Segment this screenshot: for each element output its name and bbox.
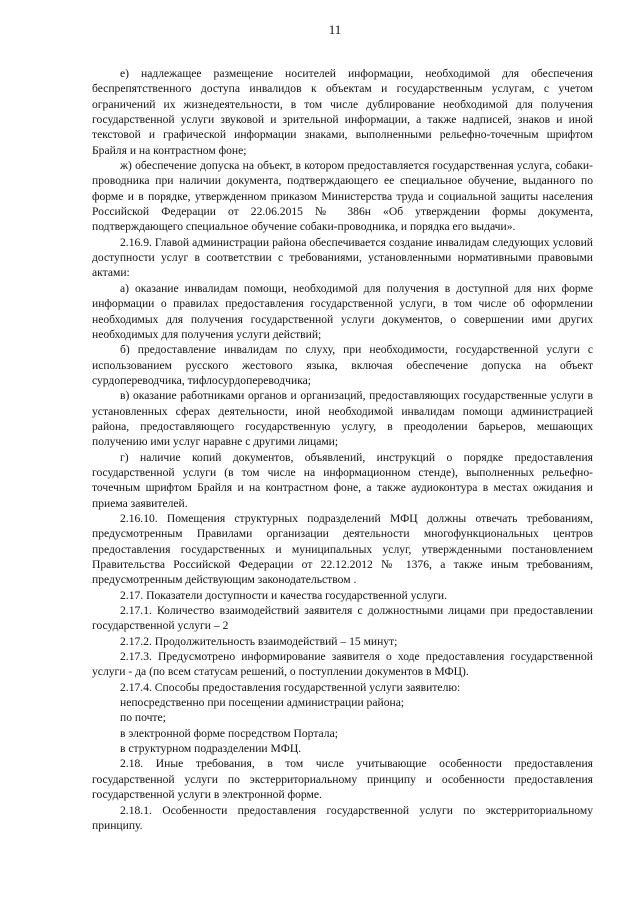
paragraph-g-braille-copies: г) наличие копий документов, объявлений, инструкций о порядке предоставления государственной услуги (в том числе на информационном стенде), выполненных рельефно-точечным шрифтом Брайля и на контрастном фоне, а также аудиоконтура в местах ожидания и приема заявителей. <box>92 450 593 510</box>
paragraph-v-staff-help: в) оказание работниками органов и организаций, предоставляющих государственные услуги в установленных сферах деятельности, иной необходимой инвалидам помощи администрацией района, предоставляющего государственную услугу, в преодолении барьеров, мешающих получению ими услуг наравне с другими лицами; <box>92 389 593 449</box>
document-body <box>92 66 593 833</box>
paragraph-2-18: 2.18. Иные требования, в том числе учитывающие особенности предоставления государственной услуги по экстерриториальному принципу и особенности предоставления государственной услуги в электронной форме. <box>92 757 593 802</box>
paragraph-2-17-2: 2.17.2. Продолжительность взаимодействий – 15 минут; <box>120 634 398 648</box>
paragraph-2-17: 2.17. Показатели доступности и качества государственной услуги. <box>120 588 448 602</box>
paragraph-2-17-1: 2.17.1. Количество взаимодействий заявителя с должностными лицами при предоставлении государственной услуги – 2 <box>92 604 593 633</box>
paragraph-2-18-1: 2.18.1. Особенности предоставления государственной услуги по экстерриториальному принципу. <box>92 803 593 832</box>
paragraph-b-sign-language: б) предоставление инвалидам по слуху, при необходимости, государственной услуги с использованием русского жестового языка, включая обеспечение допуска на объект сурдопереводчика, тифлосурдопереводчика; <box>92 343 593 387</box>
list-item-portal: в электронной форме посредством Портала; <box>120 726 338 740</box>
paragraph-zh-guide-dog-access: ж) обеспечение допуска на объект, в котором предоставляется государственная услуга, собаки-проводника при наличии документа, подтверждающего ее специальное обучение, выданного по форме и в порядке, утвержденном приказом Министерства труда и социальной защиты населения Российской Федерации от 22.06.2015 № 386н «Об утверждении формы документа, подтверждающего специальное обучение собаки-проводника, и порядка его выдачи». <box>92 159 593 234</box>
paragraph-2-17-3: 2.17.3. Предусмотрено информирование заявителя о ходе предоставления государственной услуги - да (по всем статусам решений, о поступлении документов в МФЦ). <box>92 650 593 679</box>
paragraph-2-16-10: 2.16.10. Помещения структурных подразделений МФЦ должны отвечать требованиям, предусмотренным Правилами организации деятельности многофункциональных центров предоставления государственных и муниципальных услуг, утвержденными постановлением Правительства Российской Федерации от 22.12.2012 № 1376, а также иным требованиям, предусмотренным действующим законодательством . <box>92 511 593 587</box>
paragraph-2-16-9: 2.16.9. Главой администрации района обеспечивается создание инвалидам следующих условий доступности услуг в соответствии с требованиями, установленными нормативными правовыми актами: <box>92 235 593 280</box>
paragraph-2-17-4: 2.17.4. Способы предоставления государственной услуги заявителю: <box>120 680 461 694</box>
paragraph-a-assistance: а) оказание инвалидам помощи, необходимой для получения в доступной для них форме информации о правилах предоставления государственной услуги, в том числе об оформлении необходимых для получения государственной услуги документов, о совершении ими других необходимых для получения услуги действий; <box>92 281 593 341</box>
list-item-mfc: в структурном подразделении МФЦ. <box>120 742 302 756</box>
list-item-in-person: непосредственно при посещении администрации района; <box>120 696 405 710</box>
page-number: 11 <box>328 22 342 37</box>
paragraph-e-information-carriers: е) надлежащее размещение носителей информации, необходимой для обеспечения беспрепятственного доступа инвалидов к объектам и государственным услугам, с учетом ограничений их жизнедеятельности, в том числе дублирование необходимой для получения государственной услуги звуковой и зрительной информации, а также надписей, знаков и иной текстовой и графической информации знаками, выполненными рельефно-точечным шрифтом Брайля и на контрастном фоне; <box>92 67 593 157</box>
list-item-by-mail: по почте; <box>120 711 166 725</box>
